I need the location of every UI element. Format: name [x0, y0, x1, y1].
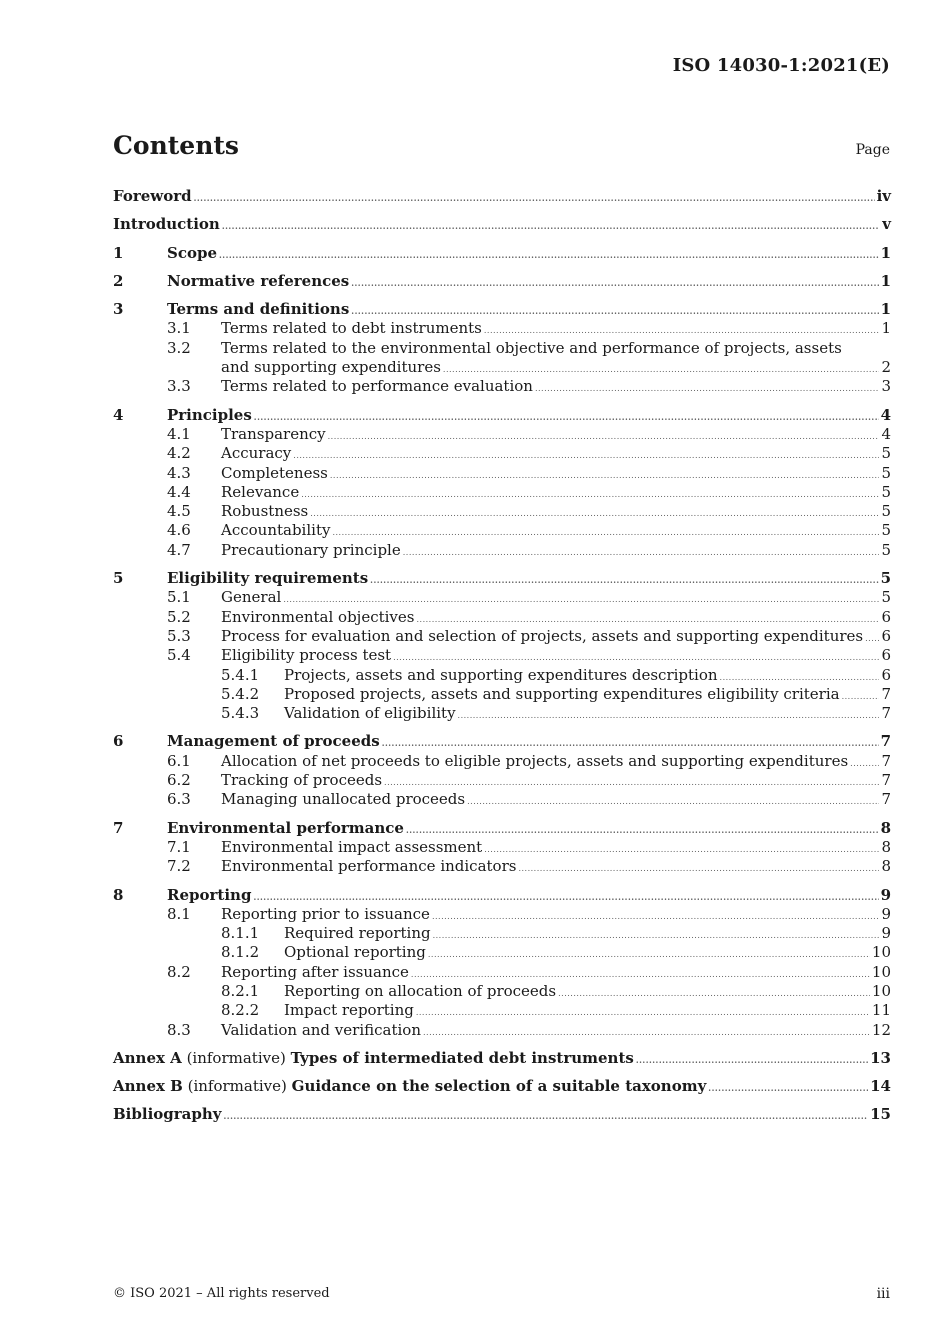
toc-entry[interactable]	[113, 627, 891, 646]
toc-entry-page: 7	[881, 704, 891, 723]
toc-entry-title: Principles	[167, 405, 252, 424]
toc-entry-title: Transparency	[221, 424, 326, 443]
dot-leader	[708, 1079, 868, 1098]
dot-leader	[301, 485, 879, 504]
toc-entry-page: 10	[871, 943, 891, 962]
toc-entry-title: Scope	[167, 243, 218, 262]
toc-entry-page: 1	[881, 319, 891, 338]
dot-leader	[370, 571, 878, 590]
toc-entry-number: 5.4.3	[221, 704, 260, 723]
toc-entry-number: 5.4.1	[221, 665, 260, 684]
toc-entry-page: 5	[880, 569, 891, 588]
toc-entry-page: 5	[881, 482, 891, 501]
toc-entry-number: 1	[113, 243, 124, 262]
toc-entry-title: Reporting	[167, 885, 252, 904]
toc-entry-title: Environmental objectives	[221, 607, 415, 626]
dot-leader	[433, 926, 879, 945]
toc-entry[interactable]	[113, 187, 891, 206]
toc-entry-title: Projects, assets and supporting expenditures description	[284, 665, 718, 684]
toc-entry-title: Accuracy	[221, 444, 292, 463]
toc-entry-page: 8	[881, 857, 891, 876]
dot-leader	[458, 706, 879, 725]
toc-entry-title: Terms related to debt instruments	[221, 319, 482, 338]
annex-title: Types of intermediated debt instruments	[290, 1048, 634, 1067]
toc-entry-number: 5.1	[167, 588, 191, 607]
toc-entry-page: 10	[871, 962, 891, 981]
dot-leader	[842, 687, 879, 706]
toc-entry-number: 5.4.2	[221, 684, 260, 703]
toc-entry-title: Introduction	[113, 215, 220, 234]
toc-entry-title: Normative references	[167, 271, 350, 290]
toc-entry[interactable]	[113, 646, 891, 665]
toc-entry-title: Terms related to performance evaluation	[221, 377, 533, 396]
toc-entry-title	[113, 1049, 634, 1068]
toc-entry-number: 6.2	[167, 771, 191, 790]
dot-leader	[850, 754, 879, 773]
toc-entry[interactable]	[113, 406, 891, 425]
toc-entry-page: 2	[881, 358, 891, 377]
toc-entry[interactable]	[113, 1077, 891, 1096]
toc-entry[interactable]	[113, 502, 891, 521]
annex-label: Annex B	[113, 1077, 183, 1096]
toc-entry-number: 4.7	[167, 540, 191, 559]
toc-entry[interactable]	[113, 608, 891, 627]
toc-entry[interactable]	[113, 425, 891, 444]
toc-entry-number: 3.3	[167, 377, 191, 396]
dot-leader	[403, 543, 879, 562]
toc-entry-number: 4.2	[167, 444, 191, 463]
toc-entry[interactable]	[113, 444, 891, 463]
toc-entry[interactable]	[113, 244, 891, 263]
toc-entry[interactable]	[113, 1105, 891, 1124]
toc-entry[interactable]	[113, 771, 891, 790]
toc-entry-page: iv	[876, 187, 891, 205]
toc-entry-title: Terms related to the environmental objective and performance of projects, assets	[221, 338, 842, 357]
toc-entry-page: 9	[881, 924, 891, 943]
toc-entry-number: 7.1	[167, 837, 191, 856]
toc-entry-title: Impact reporting	[284, 1001, 414, 1020]
toc-entry-page: 1	[880, 243, 891, 262]
toc-entry-page: 11	[871, 1001, 891, 1020]
toc-entry-page: 9	[880, 885, 891, 904]
toc-entry[interactable]	[113, 464, 891, 483]
toc-entry-title: Validation of eligibility	[284, 704, 456, 723]
toc-entry-page: 15	[870, 1105, 891, 1124]
toc-entry-title: Precautionary principle	[221, 540, 401, 559]
toc-entry-title: Managing unallocated proceeds	[221, 790, 466, 809]
toc-entry-title: Optional reporting	[284, 943, 426, 962]
toc-entry-number: 4.1	[167, 424, 191, 443]
toc-entry-title: Validation and verification	[221, 1020, 421, 1039]
toc-entry-page: 12	[871, 1020, 891, 1039]
toc-entry-title: Reporting after issuance	[221, 962, 409, 981]
toc-entry[interactable]	[113, 886, 891, 905]
toc-entry-title: and supporting expenditures	[221, 358, 441, 377]
toc-entry-page: 4	[881, 424, 891, 443]
dot-leader	[224, 1107, 869, 1126]
toc-entry-number: 2	[113, 271, 124, 290]
toc-entry-number: 5.4	[167, 646, 191, 665]
toc-entry[interactable]	[113, 521, 891, 540]
toc-entry-number: 3.2	[167, 338, 191, 357]
toc-entry-page: 10	[871, 981, 891, 1000]
toc-entry-title	[113, 1077, 706, 1096]
toc-entry-page: 4	[880, 405, 891, 424]
toc-entry-page: 1	[880, 300, 891, 319]
toc-entry-page: 8	[881, 837, 891, 856]
toc-entry[interactable]	[113, 1001, 891, 1020]
toc-entry-page: 7	[881, 771, 891, 790]
toc-entry-number: 8.2.1	[221, 981, 260, 1000]
toc-entry[interactable]	[113, 358, 891, 377]
page-title: Contents	[113, 131, 240, 160]
toc-entry-number: 4.5	[167, 502, 191, 521]
toc-entry[interactable]	[113, 300, 891, 319]
toc-entry-page: 6	[881, 646, 891, 665]
toc-entry-title: Robustness	[221, 502, 309, 521]
toc-entry-page: 7	[881, 790, 891, 809]
toc-entry[interactable]	[113, 924, 891, 943]
footer-copyright: © ISO 2021 – All rights reserved	[113, 1286, 330, 1301]
toc-entry[interactable]	[113, 666, 891, 685]
toc-entry[interactable]	[113, 963, 891, 982]
annex-title: Guidance on the selection of a suitable taxonomy	[291, 1077, 707, 1096]
toc-entry[interactable]	[113, 982, 891, 1001]
toc-entry-title: Environmental performance indicators	[221, 857, 517, 876]
toc-entry-number: 5.2	[167, 607, 191, 626]
dot-leader	[423, 1023, 870, 1042]
dot-leader	[467, 792, 879, 811]
toc-entry[interactable]	[113, 1049, 891, 1068]
toc-entry-page: 1	[880, 271, 891, 290]
toc-entry-page: 3	[881, 377, 891, 396]
toc-entry-title: Foreword	[113, 187, 192, 205]
dot-leader	[310, 504, 879, 523]
toc-entry[interactable]	[113, 838, 891, 857]
toc-entry[interactable]	[113, 685, 891, 704]
toc-entry[interactable]	[113, 215, 891, 234]
annex-label: Annex A	[113, 1048, 182, 1067]
dot-leader	[428, 945, 870, 964]
toc-entry-title: Allocation of net proceeds to eligible projects, assets and supporting expenditures	[221, 751, 849, 770]
toc-entry-number: 3.1	[167, 319, 191, 338]
toc-entry-number: 8	[113, 885, 124, 904]
toc-entry-number: 8.1.2	[221, 943, 260, 962]
toc-entry-title: Required reporting	[284, 924, 431, 943]
toc-entry[interactable]	[113, 339, 891, 358]
toc-entry-number: 8.1.1	[221, 924, 260, 943]
dot-leader	[219, 246, 879, 265]
toc-entry-page: 5	[881, 502, 891, 521]
toc-entry-page: 5	[881, 463, 891, 482]
toc-entry-number: 4.6	[167, 521, 191, 540]
document-id: ISO 14030-1:2021(E)	[672, 55, 890, 76]
toc-entry[interactable]	[113, 377, 891, 396]
toc-entry-page: 6	[881, 665, 891, 684]
toc-entry[interactable]	[113, 704, 891, 723]
toc-entry-title: Relevance	[221, 482, 300, 501]
toc-entry[interactable]	[113, 857, 891, 876]
toc-entry-title: Reporting on allocation of proceeds	[284, 981, 557, 1000]
dot-leader	[254, 408, 879, 427]
toc-entry-number: 6.3	[167, 790, 191, 809]
toc-entry-number: 8.3	[167, 1020, 191, 1039]
toc-entry-number: 8.2	[167, 962, 191, 981]
dot-leader	[518, 859, 879, 878]
toc-entry[interactable]	[113, 569, 891, 588]
annex-note: (informative)	[181, 1048, 291, 1067]
dot-leader	[351, 274, 878, 293]
toc-entry-number: 5.3	[167, 626, 191, 645]
dot-leader	[484, 840, 879, 859]
toc-entry-title: Eligibility requirements	[167, 569, 369, 588]
toc-entry[interactable]	[113, 1021, 891, 1040]
toc-entry-number: 8.1	[167, 904, 191, 923]
toc-entry-page: 5	[881, 521, 891, 540]
annex-note: (informative)	[182, 1077, 292, 1096]
toc-entry-page: v	[882, 215, 891, 234]
toc-entry[interactable]	[113, 588, 891, 607]
toc-entry-page: 5	[881, 540, 891, 559]
dot-leader	[558, 984, 870, 1003]
dot-leader	[416, 1003, 870, 1022]
toc-entry-number: 3	[113, 300, 124, 319]
toc-entry[interactable]	[113, 483, 891, 502]
toc-entry-page: 6	[881, 607, 891, 626]
toc-entry-title: Environmental impact assessment	[221, 837, 483, 856]
toc-entry-number: 6	[113, 732, 124, 751]
toc-entry[interactable]	[113, 319, 891, 338]
dot-leader	[330, 466, 879, 485]
toc-entry-title: Tracking of proceeds	[221, 771, 383, 790]
page-column-label: Page	[855, 142, 890, 158]
toc-entry-title: Terms and definitions	[167, 300, 350, 319]
toc-entry-title: Eligibility process test	[221, 646, 392, 665]
dot-leader	[636, 1051, 868, 1070]
toc-entry-title: Management of proceeds	[167, 732, 380, 751]
dot-leader	[222, 217, 879, 236]
toc-entry-number: 4	[113, 405, 124, 424]
toc-entry-page: 9	[881, 904, 891, 923]
toc-entry-number: 7.2	[167, 857, 191, 876]
toc-entry-page: 6	[881, 626, 891, 645]
toc-entry-page: 13	[870, 1048, 891, 1067]
toc-entry-page: 7	[881, 684, 891, 703]
toc-entry-page: 14	[870, 1077, 891, 1096]
table-of-contents	[113, 187, 891, 1125]
dot-leader	[293, 446, 879, 465]
toc-entry-title: Bibliography	[113, 1105, 222, 1124]
toc-entry-title: Completeness	[221, 463, 328, 482]
toc-entry[interactable]	[113, 943, 891, 962]
toc-entry-number: 8.2.2	[221, 1001, 260, 1020]
toc-entry[interactable]	[113, 541, 891, 560]
toc-entry-page: 5	[881, 588, 891, 607]
toc-entry-number: 4.3	[167, 463, 191, 482]
toc-entry[interactable]	[113, 732, 891, 751]
dot-leader	[432, 907, 879, 926]
toc-entry-title: Proposed projects, assets and supporting expenditures eligibility criteria	[284, 684, 840, 703]
footer-page-number: iii	[876, 1286, 890, 1302]
toc-entry-page: 8	[880, 818, 891, 837]
toc-entry-page: 7	[881, 751, 891, 770]
dot-leader	[328, 427, 879, 446]
dot-leader	[865, 629, 879, 648]
toc-entry-title: Process for evaluation and selection of projects, assets and supporting expenditures	[221, 626, 864, 645]
toc-entry-title: General	[221, 588, 282, 607]
dot-leader	[535, 379, 879, 398]
toc-entry-number: 5	[113, 569, 124, 588]
toc-entry-number: 4.4	[167, 482, 191, 501]
toc-entry-title: Reporting prior to issuance	[221, 904, 430, 923]
toc-entry-title: Accountability	[221, 521, 331, 540]
toc-entry[interactable]	[113, 905, 891, 924]
toc-entry-title: Environmental performance	[167, 818, 404, 837]
toc-entry-number: 7	[113, 818, 124, 837]
toc-entry[interactable]	[113, 272, 891, 291]
toc-entry-page: 7	[880, 732, 891, 751]
dot-leader	[332, 523, 879, 542]
toc-entry-number: 6.1	[167, 751, 191, 770]
toc-entry[interactable]	[113, 790, 891, 809]
toc-entry[interactable]	[113, 819, 891, 838]
dot-leader	[194, 189, 875, 208]
toc-entry-page: 5	[881, 444, 891, 463]
toc-entry[interactable]	[113, 752, 891, 771]
